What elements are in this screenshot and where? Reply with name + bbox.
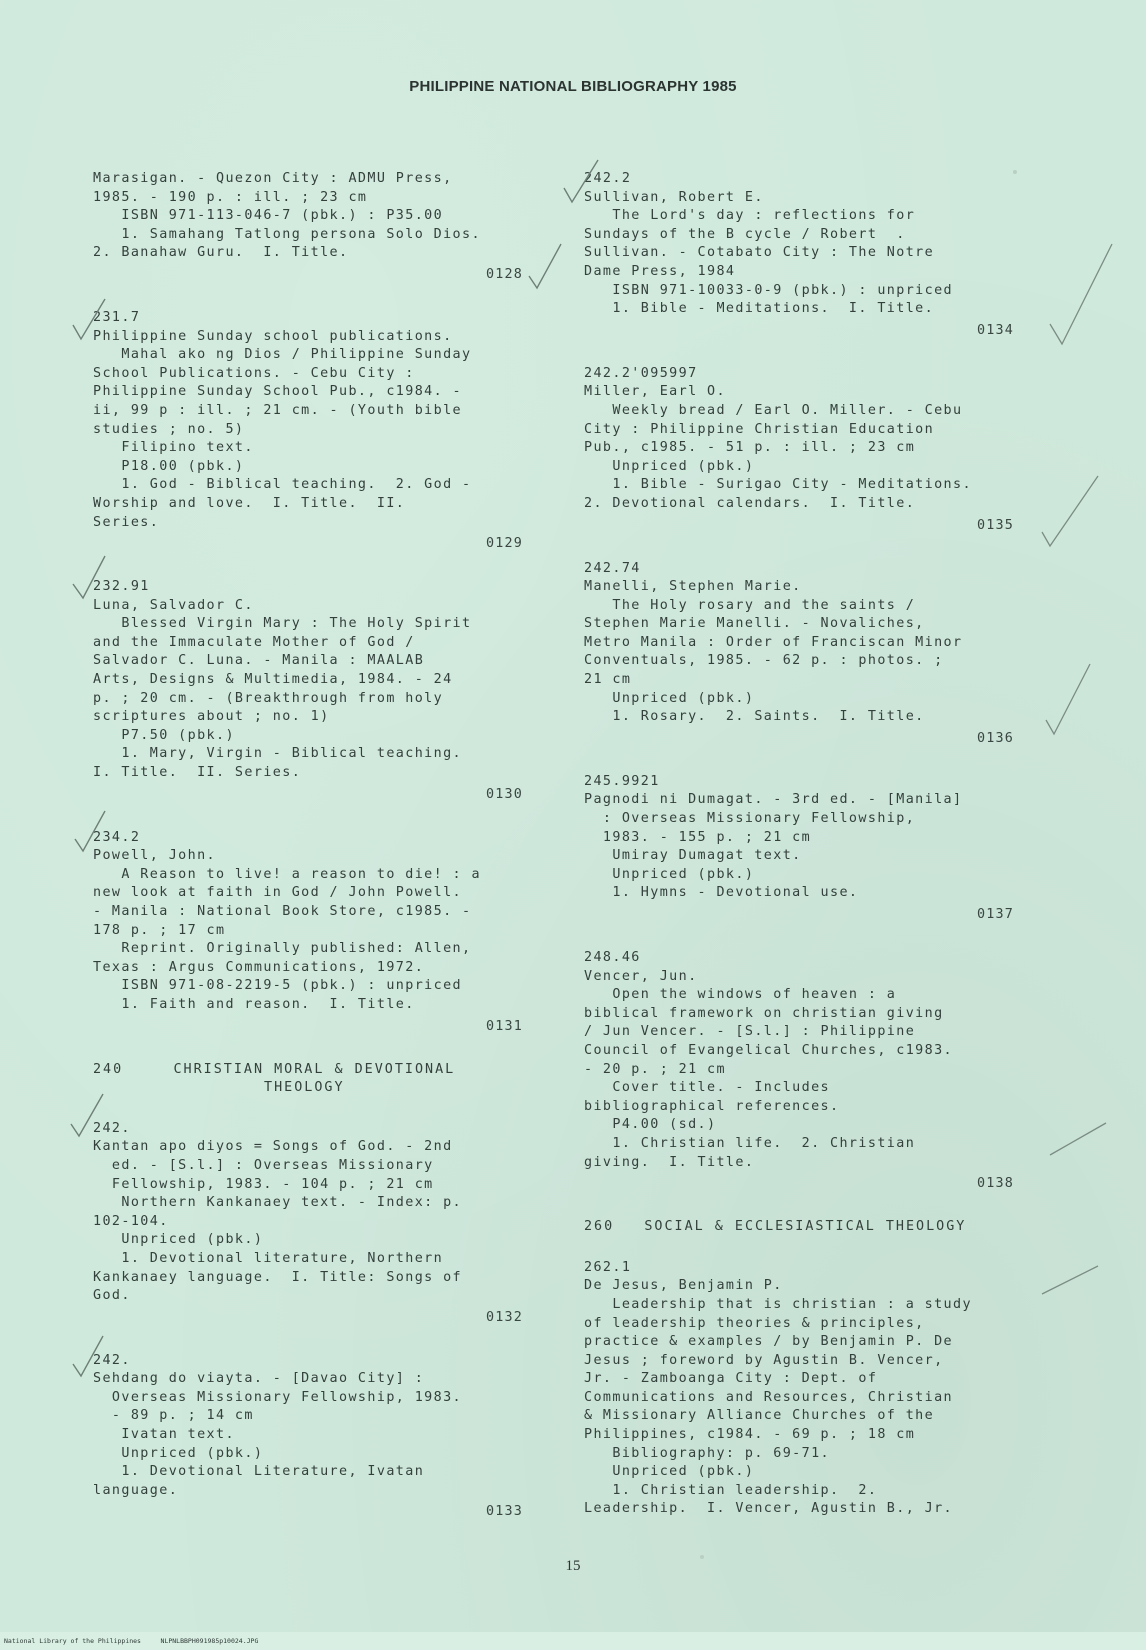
entry-line: God. — [93, 1288, 131, 1304]
entry-line: 1. God - Biblical teaching. 2. God - — [93, 477, 472, 493]
entry-line: Pub., c1985. - 51 p. : ill. ; 23 cm — [584, 440, 916, 456]
entry-0136 — [584, 560, 1014, 747]
entry-line: 2. Banahaw Guru. I. Title. — [93, 245, 349, 261]
entry-line: City : Philippine Christian Education — [584, 421, 935, 437]
entry-line: 1. Christian leadership. 2. — [584, 1482, 878, 1498]
entry-number: 0133 — [485, 1504, 523, 1520]
call-number: 242.74 — [584, 560, 641, 576]
pencil-check-mark-icon — [1044, 660, 1094, 740]
entry-line: 102-104. — [93, 1213, 169, 1229]
entry-line: Philippine Sunday school publications. — [93, 328, 453, 344]
entry-number: 0130 — [485, 786, 523, 802]
call-number: 262.1 — [584, 1259, 632, 1275]
section-heading-line: 260 SOCIAL & ECCLESIASTICAL THEOLOGY — [584, 1219, 967, 1235]
entry-line: and the Immaculate Mother of God / — [93, 634, 415, 650]
entry-line: bibliographical references. — [584, 1098, 840, 1114]
entry-line: Sehdang do viayta. - [Davao City] : — [93, 1371, 425, 1387]
entry-number: 0137 — [976, 907, 1014, 922]
entry-line: Vencer, Jun. — [584, 968, 698, 984]
entry-0133 — [93, 1352, 523, 1521]
entry-line: 1. Devotional Literature, Ivatan — [93, 1464, 425, 1480]
entry-line: Arts, Designs & Multimedia, 1984. - 24 — [93, 672, 453, 688]
entry-0131 — [93, 829, 523, 1035]
entry-line: & Missionary Alliance Churches of the — [584, 1408, 935, 1424]
entry-line: Unpriced (pbk.) — [584, 458, 755, 474]
entry-line: Unpriced (pbk.) — [584, 690, 755, 706]
entry-line: Worship and love. I. Title. II. — [93, 495, 406, 511]
entry-number: 0132 — [485, 1309, 523, 1325]
entry-line: Communications and Resources, Christian — [584, 1389, 954, 1405]
entry-line: 1. Rosary. 2. Saints. I. Title. — [584, 709, 925, 725]
call-number: 234.2 — [93, 829, 141, 845]
entry-line: 1985. - 190 p. : ill. ; 23 cm — [93, 189, 368, 205]
entry-line: P7.50 (pbk.) — [93, 727, 235, 743]
entry-line: 1983. - 155 p. ; 21 cm — [584, 829, 812, 845]
entry-line: Jesus ; foreword by Agustin B. Vencer, — [584, 1352, 944, 1368]
entry-line: Council of Evangelical Churches, c1983. — [584, 1042, 954, 1058]
entry-line: Stephen Marie Manelli. - Novaliches, — [584, 616, 925, 632]
entry-line: P18.00 (pbk.) — [93, 458, 245, 474]
page-header: PHILIPPINE NATIONAL BIBLIOGRAPHY 1985 — [409, 78, 737, 95]
entry-line: Marasigan. - Quezon City : ADMU Press, — [93, 171, 453, 186]
entry-line: 1. Christian life. 2. Christian — [584, 1135, 916, 1151]
call-number: 232.91 — [93, 579, 150, 595]
entry-line: biblical framework on christian giving — [584, 1005, 944, 1021]
left-column — [93, 170, 523, 1546]
entry-number: 0135 — [976, 517, 1014, 533]
page-number: 15 — [565, 1558, 581, 1574]
entry-line: giving. I. Title. — [584, 1154, 755, 1170]
entry-line: of leadership theories & principles, — [584, 1315, 925, 1331]
entry-line: : Overseas Missionary Fellowship, — [584, 811, 916, 827]
entry-line: Bibliography: p. 69-71. — [584, 1445, 831, 1461]
pencil-mark-icon — [1048, 1115, 1108, 1175]
entry-0132 — [93, 1120, 523, 1326]
entry-line: new look at faith in God / John Powell. — [93, 885, 463, 901]
entry-line: Unpriced (pbk.) — [93, 1232, 264, 1248]
call-number: 242. — [93, 1352, 131, 1368]
entry-number: 0128 — [485, 266, 523, 282]
entry-line: Unpriced (pbk.) — [584, 1464, 755, 1480]
entry-line: Texas : Argus Communications, 1972. — [93, 959, 425, 975]
entry-line: Sullivan. - Cotabato City : The Notre — [584, 245, 935, 261]
entry-line: Kankanaey language. I. Title: Songs of — [93, 1269, 463, 1285]
entry-line: Reprint. Originally published: Allen, — [93, 941, 472, 957]
entry-line: - Manila : National Book Store, c1985. - — [93, 904, 472, 919]
section-heading-line: THEOLOGY — [93, 1080, 345, 1096]
entry-line: 1. Samahang Tatlong persona Solo Dios. — [93, 226, 481, 242]
call-number: 231.7 — [93, 309, 141, 325]
entry-line: 1. Mary, Virgin - Biblical teaching. — [93, 746, 463, 762]
entry-line: Metro Manila : Order of Franciscan Minor — [584, 634, 963, 650]
entry-line: / Jun Vencer. - [S.l.] : Philippine — [584, 1024, 916, 1040]
entry-0137 — [584, 773, 1014, 923]
entry-line: Northern Kankanaey text. - Index: p. — [93, 1195, 463, 1211]
entry-0129 — [93, 309, 523, 552]
entry-line: Sullivan, Robert E. — [584, 189, 764, 205]
entry-line: ii, 99 p : ill. ; 21 cm. - (Youth bible — [93, 402, 463, 418]
entry-line: Powell, John. — [93, 848, 217, 864]
entry-0128 — [93, 170, 523, 283]
check-mark-icon — [525, 242, 565, 290]
entry-line: Manelli, Stephen Marie. — [584, 579, 802, 595]
entry-0130 — [93, 578, 523, 803]
entry-number: 0131 — [485, 1018, 523, 1034]
entry-line: ed. - [S.l.] : Overseas Missionary — [93, 1157, 434, 1173]
right-column — [584, 170, 1014, 1545]
pencil-check-mark-icon — [1046, 240, 1116, 350]
entry-number: 0136 — [976, 730, 1014, 746]
entry-line: ISBN 971-10033-0-9 (pbk.) : unpriced — [584, 282, 954, 298]
call-number: 245.9921 — [584, 773, 660, 789]
entry-line: De Jesus, Benjamin P. — [584, 1278, 783, 1294]
entry-line: Jr. - Zamboanga City : Dept. of — [584, 1371, 878, 1387]
entry-line: Overseas Missionary Fellowship, 1983. — [93, 1389, 463, 1405]
entry-line: The Lord's day : reflections for — [584, 208, 916, 224]
entry-line: A Reason to live! a reason to die! : a — [93, 866, 481, 882]
entry-line: 178 p. ; 17 cm — [93, 922, 226, 938]
entry-line: Leadership that is christian : a study — [584, 1296, 972, 1312]
section-heading-line: 240 CHRISTIAN MORAL & DEVOTIONAL — [93, 1061, 456, 1077]
entry-number: 0129 — [485, 536, 523, 552]
entry-line: Philippines, c1984. - 69 p. ; 18 cm — [584, 1427, 916, 1443]
entry-line: 1. Faith and reason. I. Title. — [93, 996, 415, 1012]
call-number: 242. — [93, 1120, 131, 1136]
entry-line: Mahal ako ng Dios / Philippine Sunday — [93, 347, 472, 363]
call-number: 242.2 — [584, 171, 632, 186]
entry-line: Unpriced (pbk.) — [93, 1445, 264, 1461]
entry-line: Pagnodi ni Dumagat. - 3rd ed. - [Manila] — [584, 792, 963, 808]
entry-line: - 89 p. ; 14 cm — [93, 1408, 254, 1424]
entry-line: School Publications. - Cebu City : — [93, 365, 415, 381]
entry-line: ISBN 971-113-046-7 (pbk.) : P35.00 — [93, 208, 444, 224]
entry-line: 21 cm — [584, 672, 632, 688]
scan-footer: National Library of the Philippines NLPNLBBPH091985p10024.JPG — [4, 1637, 259, 1645]
entry-0134 — [584, 170, 1014, 339]
entry-line: P4.00 (sd.) — [584, 1117, 717, 1133]
entry-line: Cover title. - Includes — [584, 1080, 831, 1096]
entry-line: Fellowship, 1983. - 104 p. ; 21 cm — [93, 1176, 434, 1192]
entry-line: Filipino text. — [93, 440, 254, 456]
entry-line: I. Title. II. Series. — [93, 765, 302, 781]
entry-number: 0134 — [976, 322, 1014, 338]
entry-line: 1. Hymns - Devotional use. — [584, 885, 859, 901]
entry-line: Kantan apo diyos = Songs of God. - 2nd — [93, 1139, 453, 1155]
call-number: 242.2'095997 — [584, 365, 698, 381]
entry-line: ISBN 971-08-2219-5 (pbk.) : unpriced — [93, 978, 463, 994]
entry-line: Philippine Sunday School Pub., c1984. - — [93, 384, 463, 400]
entry-line: scriptures about ; no. 1) — [93, 709, 330, 725]
entry-line: practice & examples / by Benjamin P. De — [584, 1334, 954, 1350]
entry-line: Umiray Dumagat text. — [584, 848, 802, 864]
entry-262-1 — [584, 1259, 1014, 1519]
entry-line: studies ; no. 5) — [93, 421, 245, 437]
entry-line: Blessed Virgin Mary : The Holy Spirit — [93, 616, 472, 632]
entry-line: language. — [93, 1482, 179, 1498]
call-number: 248.46 — [584, 950, 641, 965]
entry-line: Sundays of the B cycle / Robert . — [584, 226, 906, 242]
entry-line: Dame Press, 1984 — [584, 263, 736, 279]
entry-line: 2. Devotional calendars. I. Title. — [584, 495, 916, 511]
entry-line: - 20 p. ; 21 cm — [584, 1061, 726, 1077]
entry-line: 1. Bible - Meditations. I. Title. — [584, 301, 935, 317]
entry-line: Luna, Salvador C. — [93, 597, 254, 613]
section-heading-260 — [584, 1218, 1014, 1237]
entry-line: Conventuals, 1985. - 62 p. : photos. ; — [584, 653, 944, 669]
entry-line: Open the windows of heaven : a — [584, 987, 897, 1003]
entry-line: Unpriced (pbk.) — [584, 866, 755, 882]
entry-line: Series. — [93, 514, 160, 530]
pencil-mark-icon — [1040, 1260, 1100, 1300]
entry-line: Weekly bread / Earl O. Miller. - Cebu — [584, 402, 963, 418]
entry-line: 1. Devotional literature, Northern — [93, 1250, 444, 1266]
section-heading-240 — [93, 1061, 523, 1098]
entry-0135 — [584, 365, 1014, 534]
entry-line: Miller, Earl O. — [584, 384, 726, 400]
paper-speck — [1013, 170, 1017, 174]
entry-line: 1. Bible - Surigao City - Meditations. — [584, 477, 972, 493]
entry-line: Ivatan text. — [93, 1427, 235, 1443]
entry-line: Salvador C. Luna. - Manila : MAALAB — [93, 653, 425, 669]
entry-line: Leadership. I. Vencer, Agustin B., Jr. — [584, 1501, 954, 1517]
entry-0138 — [584, 949, 1014, 1192]
entry-number: 0138 — [976, 1176, 1014, 1192]
pencil-check-mark-icon — [1040, 470, 1100, 550]
entry-line: p. ; 20 cm. - (Breakthrough from holy — [93, 690, 444, 706]
entry-line: The Holy rosary and the saints / — [584, 597, 916, 613]
